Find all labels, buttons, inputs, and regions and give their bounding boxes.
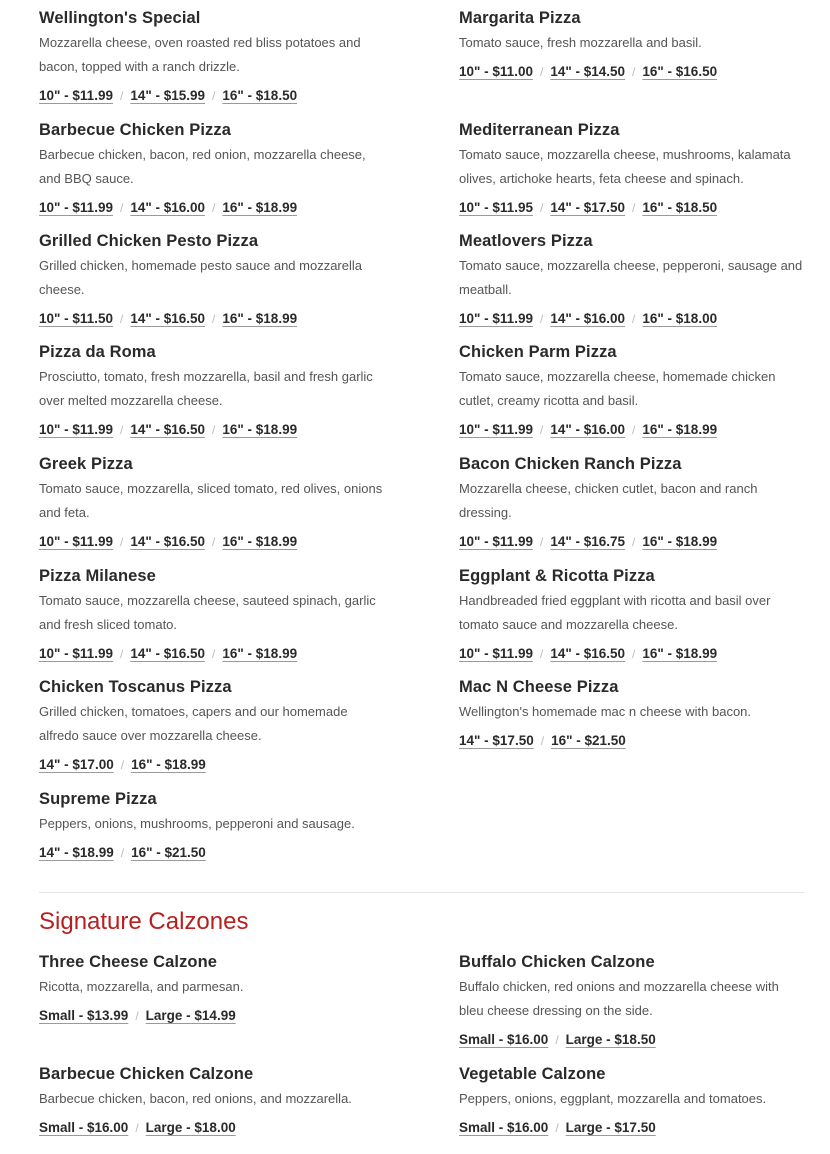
menu-item	[39, 231, 384, 328]
price-option-14[interactable]: 14" - $16.50	[130, 311, 206, 326]
price-separator: /	[120, 758, 125, 772]
price-separator: /	[119, 535, 124, 549]
price-separator: /	[212, 89, 216, 103]
price-option-16[interactable]: 16" - $18.99	[222, 534, 298, 549]
price-options	[39, 310, 384, 328]
price-option-10[interactable]: 10" - $11.99	[459, 311, 533, 326]
item-name: Mediterranean Pizza	[459, 121, 620, 139]
item-name: Bacon Chicken Ranch Pizza	[459, 455, 682, 473]
price-options	[39, 844, 384, 862]
item-name: Barbecue Chicken Pizza	[39, 121, 232, 139]
section-divider	[39, 892, 804, 893]
price-separator: /	[632, 312, 636, 326]
menu-item	[39, 120, 384, 217]
price-option-16[interactable]: 16" - $18.99	[642, 422, 718, 437]
menu-item	[39, 566, 384, 663]
price-separator: /	[135, 1121, 139, 1135]
price-options	[39, 1007, 384, 1025]
price-separator: /	[632, 423, 636, 437]
price-option-10[interactable]: 10" - $11.00	[459, 64, 533, 79]
menu-item	[39, 677, 384, 774]
price-option-14[interactable]: 14" - $16.00	[550, 311, 626, 326]
price-separator: /	[212, 312, 216, 326]
price-option-large[interactable]: Large - $14.99	[145, 1008, 236, 1023]
price-separator: /	[540, 734, 545, 748]
item-name: Margarita Pizza	[459, 9, 581, 27]
price-option-large[interactable]: Large - $18.50	[565, 1032, 656, 1047]
item-description: Barbecue chicken, bacon, red onions, and mozzarella.	[39, 1091, 352, 1106]
price-option-10[interactable]: 10" - $11.95	[459, 200, 533, 215]
price-option-16[interactable]: 16" - $18.99	[222, 311, 298, 326]
item-name: Vegetable Calzone	[459, 1065, 606, 1083]
price-option-small[interactable]: Small - $16.00	[39, 1120, 129, 1135]
price-separator: /	[539, 65, 544, 79]
price-options	[459, 1031, 804, 1049]
menu-item	[459, 952, 804, 1049]
price-option-14[interactable]: 14" - $14.50	[550, 64, 626, 79]
price-separator: /	[212, 535, 216, 549]
price-separator: /	[632, 201, 636, 215]
price-options	[39, 199, 384, 217]
item-name: Three Cheese Calzone	[39, 953, 218, 971]
menu-item	[459, 566, 804, 663]
item-description: Handbreaded fried eggplant with ricotta and basil over tomato sauce and mozzarella cheese.	[459, 593, 771, 632]
price-option-16[interactable]: 16" - $18.00	[642, 311, 718, 326]
price-option-small[interactable]: Small - $13.99	[39, 1008, 129, 1023]
price-option-10[interactable]: 10" - $11.99	[459, 646, 533, 661]
price-options	[459, 421, 804, 439]
price-options	[459, 310, 804, 328]
price-separator: /	[120, 846, 125, 860]
menu-item	[459, 342, 804, 439]
item-description: Tomato sauce, fresh mozzarella and basil.	[459, 35, 702, 50]
menu-item	[39, 8, 384, 105]
price-option-10[interactable]: 10" - $11.99	[459, 534, 533, 549]
menu-item	[39, 952, 384, 1025]
item-name: Chicken Parm Pizza	[459, 343, 617, 361]
menu-item	[39, 789, 384, 862]
price-option-10[interactable]: 10" - $11.99	[39, 646, 113, 661]
price-option-14[interactable]: 14" - $17.50	[459, 733, 534, 748]
price-separator: /	[632, 65, 636, 79]
price-separator: /	[555, 1121, 559, 1135]
price-option-small[interactable]: Small - $16.00	[459, 1032, 549, 1047]
price-option-14[interactable]: 14" - $17.50	[550, 200, 626, 215]
price-option-16[interactable]: 16" - $18.50	[222, 88, 298, 103]
price-option-10[interactable]: 10" - $11.99	[39, 200, 113, 215]
price-option-16[interactable]: 16" - $18.99	[642, 534, 718, 549]
item-description: Tomato sauce, mozzarella, sliced tomato, red olives, onions and feta.	[39, 481, 383, 520]
menu-item	[459, 1064, 804, 1137]
price-separator: /	[539, 423, 544, 437]
item-description: Mozzarella cheese, chicken cutlet, bacon and ranch dressing.	[459, 481, 758, 520]
price-separator: /	[539, 647, 544, 661]
item-description: Buffalo chicken, red onions and mozzarella cheese with bleu cheese dressing on the side.	[459, 979, 779, 1018]
item-name: Grilled Chicken Pesto Pizza	[39, 232, 259, 250]
item-name: Chicken Toscanus Pizza	[39, 678, 232, 696]
price-option-14[interactable]: 14" - $16.50	[130, 534, 206, 549]
price-options	[39, 756, 384, 774]
price-option-16[interactable]: 16" - $18.99	[642, 646, 718, 661]
price-options	[459, 645, 804, 663]
item-description: Peppers, onions, mushrooms, pepperoni and sausage.	[39, 816, 355, 831]
price-options	[459, 533, 804, 551]
price-options	[39, 1119, 384, 1137]
price-options	[459, 1119, 804, 1137]
price-option-16[interactable]: 16" - $16.50	[642, 64, 718, 79]
item-name: Supreme Pizza	[39, 790, 157, 808]
price-separator: /	[119, 423, 124, 437]
price-options	[39, 421, 384, 439]
price-option-16[interactable]: 16" - $21.50	[131, 845, 206, 860]
price-separator: /	[135, 1009, 139, 1023]
price-options	[39, 645, 384, 663]
price-options	[39, 87, 384, 105]
item-name: Wellington's Special	[39, 9, 201, 27]
price-option-14[interactable]: 14" - $16.00	[130, 200, 206, 215]
price-option-16[interactable]: 16" - $18.99	[222, 646, 298, 661]
price-options	[39, 533, 384, 551]
price-option-14[interactable]: 14" - $16.50	[130, 646, 206, 661]
item-description: Prosciutto, tomato, fresh mozzarella, basil and fresh garlic over melted mozzarella cheese.	[39, 369, 373, 408]
price-separator: /	[539, 312, 544, 326]
price-option-14[interactable]: 14" - $16.00	[550, 422, 626, 437]
item-name: Buffalo Chicken Calzone	[459, 953, 655, 971]
price-option-16[interactable]: 16" - $18.99	[222, 200, 298, 215]
item-description: Grilled chicken, homemade pesto sauce and mozzarella cheese.	[39, 258, 363, 297]
price-option-14[interactable]: 14" - $16.50	[550, 646, 626, 661]
item-description: Tomato sauce, mozzarella cheese, pepperoni, sausage and meatball.	[459, 258, 803, 297]
item-name: Pizza da Roma	[39, 343, 156, 361]
item-name: Eggplant & Ricotta Pizza	[459, 567, 655, 585]
item-description: Grilled chicken, tomatoes, capers and our homemade alfredo sauce over mozzarella cheese.	[39, 704, 348, 743]
price-separator: /	[632, 647, 636, 661]
price-option-10[interactable]: 10" - $11.99	[39, 422, 113, 437]
price-option-16[interactable]: 16" - $21.50	[551, 733, 626, 748]
price-separator: /	[119, 312, 124, 326]
price-option-16[interactable]: 16" - $18.99	[222, 422, 298, 437]
price-separator: /	[555, 1033, 559, 1047]
price-separator: /	[539, 201, 544, 215]
item-name: Meatlovers Pizza	[459, 232, 593, 250]
price-separator: /	[119, 201, 124, 215]
price-separator: /	[212, 647, 216, 661]
price-option-10[interactable]: 10" - $11.99	[459, 422, 533, 437]
price-option-16[interactable]: 16" - $18.50	[642, 200, 718, 215]
item-description: Tomato sauce, mozzarella cheese, mushrooms, kalamata olives, artichoke hearts, feta cheese and spinach.	[459, 147, 791, 186]
price-separator: /	[119, 647, 124, 661]
item-description: Tomato sauce, mozzarella cheese, homemade chicken cutlet, creamy ricotta and basil.	[459, 369, 776, 408]
price-option-14[interactable]: 14" - $16.75	[550, 534, 626, 549]
price-options	[459, 63, 804, 81]
item-description: Tomato sauce, mozzarella cheese, sauteed spinach, garlic and fresh sliced tomato.	[39, 593, 376, 632]
price-options	[459, 732, 804, 750]
item-description: Peppers, onions, eggplant, mozzarella and tomatoes.	[459, 1091, 767, 1106]
price-option-large[interactable]: Large - $18.00	[145, 1120, 236, 1135]
price-option-14[interactable]: 14" - $18.99	[39, 845, 114, 860]
item-name: Mac N Cheese Pizza	[459, 678, 619, 696]
menu-item	[459, 231, 804, 328]
item-description: Barbecue chicken, bacon, red onion, mozzarella cheese, and BBQ sauce.	[39, 147, 366, 186]
item-description: Ricotta, mozzarella, and parmesan.	[39, 979, 244, 994]
section-title-calzones: Signature Calzones	[39, 908, 249, 935]
menu-item	[459, 8, 804, 81]
price-separator: /	[212, 201, 216, 215]
menu-item	[39, 342, 384, 439]
menu-item	[459, 120, 804, 217]
menu-item	[39, 454, 384, 551]
item-name: Barbecue Chicken Calzone	[39, 1065, 254, 1083]
price-option-14[interactable]: 14" - $17.00	[39, 757, 114, 772]
item-name: Pizza Milanese	[39, 567, 156, 585]
menu-item	[39, 1064, 384, 1137]
price-option-16[interactable]: 16" - $18.99	[131, 757, 206, 772]
item-description: Mozzarella cheese, oven roasted red bliss potatoes and bacon, topped with a ranch drizzle.	[39, 35, 361, 74]
price-option-small[interactable]: Small - $16.00	[459, 1120, 549, 1135]
price-option-large[interactable]: Large - $17.50	[565, 1120, 656, 1135]
price-separator: /	[539, 535, 544, 549]
menu-item	[459, 677, 804, 750]
price-option-10[interactable]: 10" - $11.99	[39, 88, 113, 103]
price-option-10[interactable]: 10" - $11.50	[39, 311, 113, 326]
menu-item	[459, 454, 804, 551]
price-option-14[interactable]: 14" - $16.50	[130, 422, 206, 437]
price-separator: /	[632, 535, 636, 549]
item-name: Greek Pizza	[39, 455, 133, 473]
price-separator: /	[119, 89, 124, 103]
item-description: Wellington's homemade mac n cheese with bacon.	[459, 704, 752, 719]
price-option-14[interactable]: 14" - $15.99	[130, 88, 206, 103]
price-option-10[interactable]: 10" - $11.99	[39, 534, 113, 549]
price-options	[459, 199, 804, 217]
price-separator: /	[212, 423, 216, 437]
